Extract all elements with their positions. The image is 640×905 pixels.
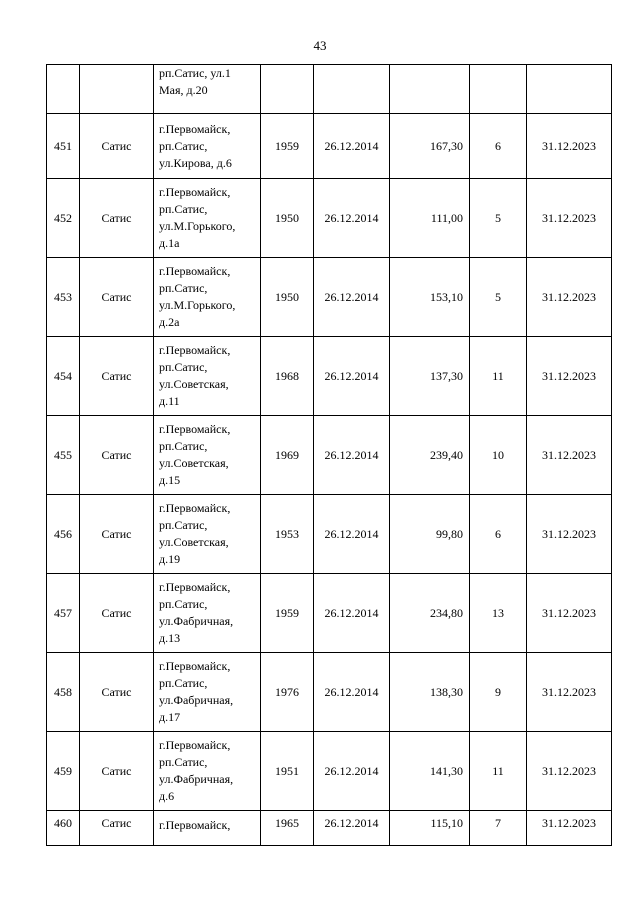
address-cell [154, 653, 261, 732]
address-cell [154, 574, 261, 653]
end-date-cell: 31.12.2023 [527, 732, 612, 811]
row-number-cell: 457 [47, 574, 80, 653]
residents-count-cell: 11 [470, 732, 527, 811]
address-line: рп.Сатис, [159, 202, 208, 216]
address-line: ул.М.Горького, [159, 298, 236, 312]
residents-count-cell: 6 [470, 114, 527, 179]
address-line: г.Первомайск, [159, 185, 231, 199]
area-cell: 239,40 [390, 416, 470, 495]
address-cell [154, 337, 261, 416]
build-year-cell: 1950 [261, 258, 314, 337]
build-year-cell: 1976 [261, 653, 314, 732]
residents-count-cell: 9 [470, 653, 527, 732]
address-cell [154, 65, 261, 114]
date-cell: 26.12.2014 [314, 574, 390, 653]
address-line: рп.Сатис, ул.1 [159, 66, 231, 80]
address-line: рп.Сатис, [159, 281, 208, 295]
address-line: ул.Кирова, д.6 [159, 155, 232, 170]
end-date-cell: 31.12.2023 [527, 574, 612, 653]
residents-count-cell: 6 [470, 495, 527, 574]
row-number-cell: 460 [47, 811, 80, 846]
build-year-cell: 1950 [261, 179, 314, 258]
address-cell [154, 416, 261, 495]
end-date-cell: 31.12.2023 [527, 416, 612, 495]
residents-count-cell: 13 [470, 574, 527, 653]
date-cell: 26.12.2014 [314, 732, 390, 811]
end-date-cell: 31.12.2023 [527, 179, 612, 258]
housing-registry-table [46, 64, 612, 846]
table-row [47, 114, 612, 179]
address-line: ул.Фабричная, [159, 693, 234, 707]
table-row [47, 732, 612, 811]
area-cell: 115,10 [390, 811, 470, 846]
residents-count-cell: 11 [470, 337, 527, 416]
area-cell: 167,30 [390, 114, 470, 179]
date-cell [314, 65, 390, 114]
address-line: рп.Сатис, [159, 360, 208, 374]
table-row [47, 65, 612, 114]
area-cell: 99,80 [390, 495, 470, 574]
area-cell: 111,00 [390, 179, 470, 258]
locality-cell: Сатис [80, 653, 154, 732]
address-line: ул.Советская, [159, 377, 229, 391]
address-line: д.15 [159, 473, 181, 487]
address-line: рп.Сатис, [159, 439, 208, 453]
row-number-cell: 455 [47, 416, 80, 495]
address-line: ул.Советская, [159, 535, 229, 549]
row-number-cell: 452 [47, 179, 80, 258]
locality-cell: Сатис [80, 416, 154, 495]
address-cell [154, 495, 261, 574]
address-line: г.Первомайск, [159, 343, 231, 357]
page-number: 43 [313, 38, 327, 53]
locality-cell: Сатис [80, 337, 154, 416]
address-line: ул.М.Горького, [159, 219, 236, 233]
address-line: д.17 [159, 710, 181, 724]
end-date-cell [527, 65, 612, 114]
address-line: ул.Фабричная, [159, 772, 234, 786]
date-cell: 26.12.2014 [314, 416, 390, 495]
address-line: г.Первомайск, [159, 659, 231, 673]
address-line: рп.Сатис, [159, 755, 208, 769]
end-date-cell: 31.12.2023 [527, 114, 612, 179]
address-line: д.19 [159, 552, 181, 566]
row-number-cell: 458 [47, 653, 80, 732]
residents-count-cell: 5 [470, 179, 527, 258]
table-row [47, 653, 612, 732]
end-date-cell: 31.12.2023 [527, 811, 612, 846]
area-cell: 141,30 [390, 732, 470, 811]
area-cell [390, 65, 470, 114]
address-line: рп.Сатис, [159, 597, 208, 611]
residents-count-cell [470, 65, 527, 114]
row-number-cell: 451 [47, 114, 80, 179]
date-cell: 26.12.2014 [314, 337, 390, 416]
end-date-cell: 31.12.2023 [527, 337, 612, 416]
build-year-cell [261, 65, 314, 114]
locality-cell: Сатис [80, 574, 154, 653]
residents-count-cell: 5 [470, 258, 527, 337]
locality-cell: Сатис [80, 179, 154, 258]
date-cell: 26.12.2014 [314, 653, 390, 732]
table-row [47, 495, 612, 574]
build-year-cell: 1959 [261, 574, 314, 653]
build-year-cell: 1953 [261, 495, 314, 574]
address-cell [154, 114, 261, 179]
build-year-cell: 1951 [261, 732, 314, 811]
area-cell: 153,10 [390, 258, 470, 337]
area-cell: 234,80 [390, 574, 470, 653]
date-cell: 26.12.2014 [314, 495, 390, 574]
address-line: д.2а [159, 315, 180, 329]
address-line: г.Первомайск, [159, 264, 231, 278]
area-cell: 137,30 [390, 337, 470, 416]
address-line: ул.Советская, [159, 456, 229, 470]
table-row [47, 811, 612, 846]
row-number-cell: 459 [47, 732, 80, 811]
locality-cell: Сатис [80, 811, 154, 846]
date-cell: 26.12.2014 [314, 258, 390, 337]
end-date-cell: 31.12.2023 [527, 653, 612, 732]
address-line: д.13 [159, 631, 181, 645]
locality-cell [80, 65, 154, 114]
address-line: рп.Сатис, [159, 676, 208, 690]
table-row [47, 337, 612, 416]
table-row [47, 574, 612, 653]
address-line: г.Первомайск, [159, 818, 231, 832]
date-cell: 26.12.2014 [314, 114, 390, 179]
build-year-cell: 1968 [261, 337, 314, 416]
address-line: рп.Сатис, [159, 518, 208, 532]
table-row [47, 416, 612, 495]
date-cell: 26.12.2014 [314, 811, 390, 846]
build-year-cell: 1969 [261, 416, 314, 495]
locality-cell: Сатис [80, 495, 154, 574]
table-row [47, 258, 612, 337]
locality-cell: Сатис [80, 258, 154, 337]
address-line: г.Первомайск, [159, 738, 231, 752]
row-number-cell: 454 [47, 337, 80, 416]
table-body [47, 65, 612, 846]
locality-cell: Сатис [80, 114, 154, 179]
address-line: рп.Сатис, [159, 138, 208, 153]
address-cell [154, 811, 261, 846]
end-date-cell: 31.12.2023 [527, 495, 612, 574]
address-line: г.Первомайск, [159, 580, 231, 594]
address-line: г.Первомайск, [159, 121, 231, 136]
residents-count-cell: 7 [470, 811, 527, 846]
address-line: г.Первомайск, [159, 501, 231, 515]
address-line: д.1а [159, 236, 180, 250]
residents-count-cell: 10 [470, 416, 527, 495]
address-cell [154, 258, 261, 337]
address-cell [154, 179, 261, 258]
address-line: д.6 [159, 789, 175, 803]
address-line: г.Первомайск, [159, 422, 231, 436]
row-number-cell: 453 [47, 258, 80, 337]
row-number-cell: 456 [47, 495, 80, 574]
build-year-cell: 1965 [261, 811, 314, 846]
date-cell: 26.12.2014 [314, 179, 390, 258]
address-line: д.11 [159, 394, 180, 408]
address-line: ул.Фабричная, [159, 614, 234, 628]
table-row [47, 179, 612, 258]
address-line: Мая, д.20 [159, 83, 208, 97]
row-number-cell [47, 65, 80, 114]
address-cell [154, 732, 261, 811]
locality-cell: Сатис [80, 732, 154, 811]
end-date-cell: 31.12.2023 [527, 258, 612, 337]
area-cell: 138,30 [390, 653, 470, 732]
build-year-cell: 1959 [261, 114, 314, 179]
